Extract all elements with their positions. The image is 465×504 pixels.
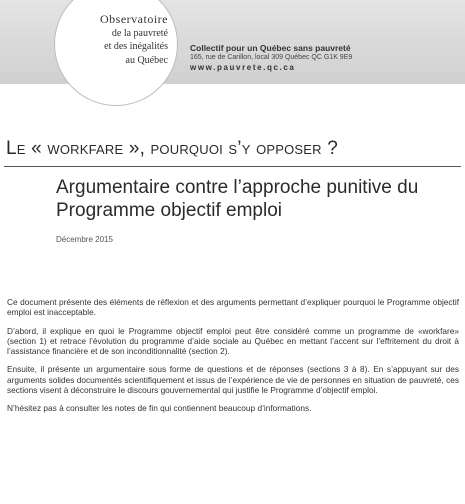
organization-url[interactable]: www.pauvrete.qc.ca (190, 63, 296, 72)
document-date: Décembre 2015 (56, 235, 113, 244)
logo-line-4: au Québec (125, 54, 168, 66)
logo-line-3: et des inégalités (104, 41, 168, 52)
logo-line-2: de la pauvreté (111, 27, 168, 39)
body-paragraph-2: D’abord, il explique en quoi le Programme objectif emploi peut être considéré comme un programme de «workfare» (section 1) et retrace l’évolution du programme d’aide sociale au Québec en mettant l’accent sur l’effritement du droit à l’assistance financière et de son inconditionnalité (section 2). (7, 325, 459, 357)
organization-block (190, 43, 460, 73)
logo-line-1: Observatoire (100, 12, 168, 26)
organization-address: 165, rue de Carillon, local 309 Québec QC G1K 9E9 (190, 54, 353, 61)
title-divider (4, 166, 461, 167)
document-title: Le « workfare », pourquoi s’y opposer ? (6, 138, 339, 159)
body-paragraph-1: Ce document présente des éléments de réflexion et des arguments permettant d’expliquer pourquoi le Programme objectif emploi est inacceptable. (7, 297, 459, 318)
document-body (7, 297, 459, 422)
observatoire-logo-text (60, 13, 168, 67)
document-subtitle: Argumentaire contre l’approche punitive du Programme objectif emploi (56, 177, 419, 221)
body-paragraph-3: Ensuite, il présente un argumentaire sous forme de questions et de réponses (sections 3 à 8). En s’appuyant sur des arguments solides documentés scientifiquement et issus de l’expérience de vie de personnes en situation de pauvreté, ces sections visent à déconstruire le discours gouvernemental qui justifie le Programme d’objectif emploi. (7, 364, 459, 396)
body-paragraph-4: N’hésitez pas à consulter les notes de fin qui contiennent beaucoup d’informations. (7, 403, 312, 414)
organization-name: Collectif pour un Québec sans pauvreté (190, 43, 351, 53)
